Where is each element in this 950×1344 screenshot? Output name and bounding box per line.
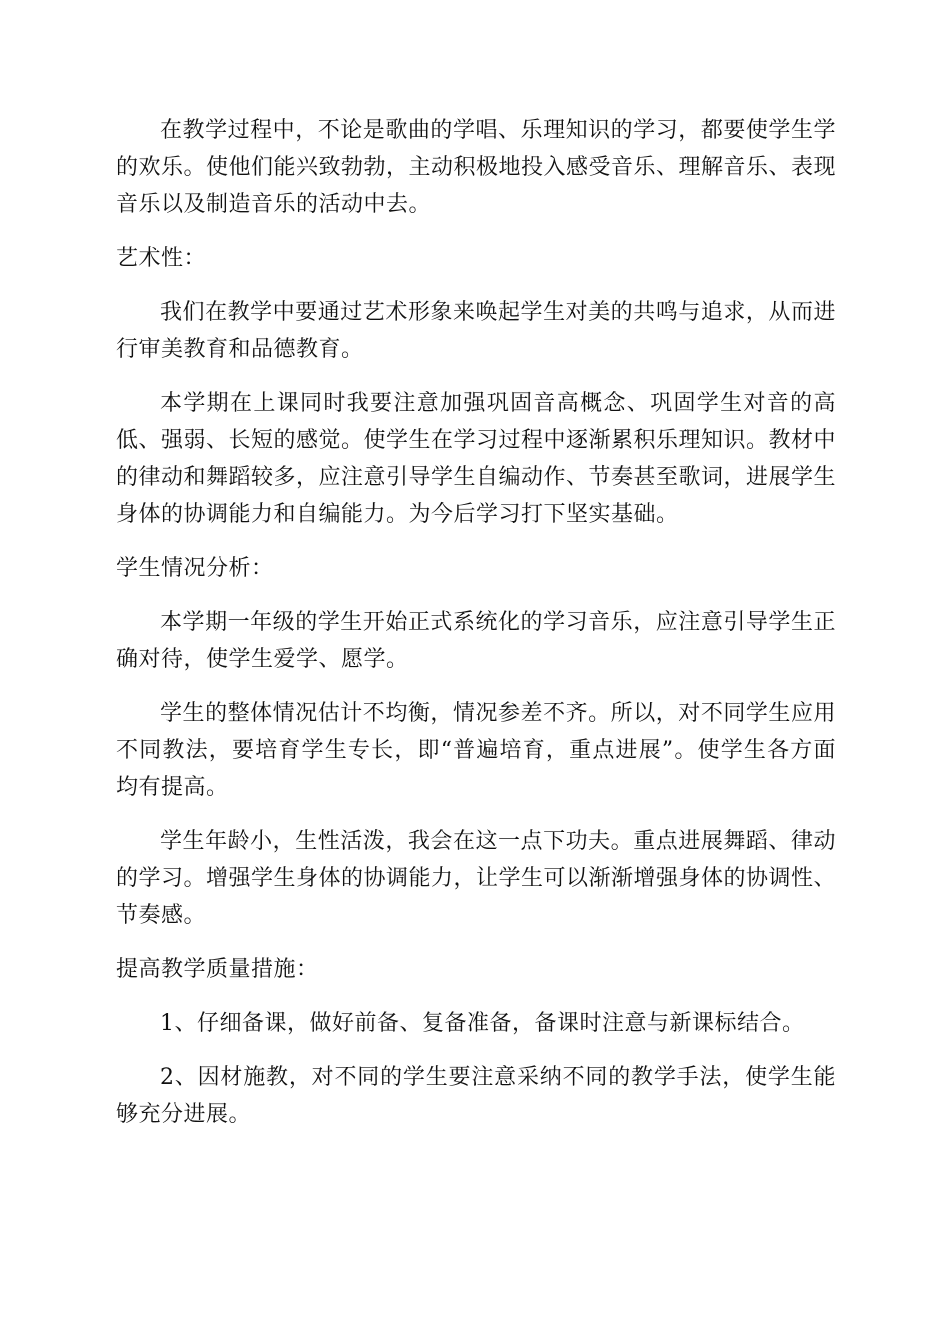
list-item-measure-1: 1、仔细备课，做好前备、复备准备，备课时注意与新课标结合。 <box>160 1011 805 1036</box>
paragraph-teaching-process: 在教学过程中，不论是歌曲的学唱、乐理知识的学习，都要使学生学的欢乐。使他们能兴致勃勃，主动积极地投入感受音乐、理解音乐、表现音乐以及制造音乐的活动中去。 <box>116 118 837 217</box>
heading-student-analysis: 学生情况分析： <box>116 556 274 581</box>
paragraph-uneven-levels: 学生的整体情况估计不均衡，情况参差不齐。所以，对不同学生应用不同教法，要培育学生专长，即“普遍培育，重点进展”。使学生各方面均有提高。 <box>116 701 836 800</box>
paragraph-first-grade: 本学期一年级的学生开始正式系统化的学习音乐，应注意引导学生正确对待，使学生爱学、愿学。 <box>116 610 836 672</box>
paragraph-semester-focus: 本学期在上课同时我要注意加强巩固音高概念、巩固学生对音的高低、强弱、长短的感觉。使学生在学习过程中逐渐累积乐理知识。教材中的律动和舞蹈较多，应注意引导学生自编动作、节奏甚至歌词，进展学生身体的协调能力和自编能力。为今后学习打下坚实基础。 <box>116 391 837 527</box>
list-item-measure-2: 2、因材施教，对不同的学生要注意采纳不同的教学手法，使学生能够充分进展。 <box>116 1065 836 1127</box>
document-body <box>116 112 836 1150</box>
heading-artistry: 艺术性： <box>116 246 207 271</box>
paragraph-aesthetic-education: 我们在教学中要通过艺术形象来唤起学生对美的共鸣与追求，从而进行审美教育和品德教育。 <box>116 300 836 362</box>
heading-quality-measures: 提高教学质量措施： <box>116 957 319 982</box>
paragraph-young-students: 学生年龄小，生性活泼，我会在这一点下功夫。重点进展舞蹈、律动的学习。增强学生身体的协调能力，让学生可以渐渐增强身体的协调性、节奏感。 <box>116 829 837 928</box>
